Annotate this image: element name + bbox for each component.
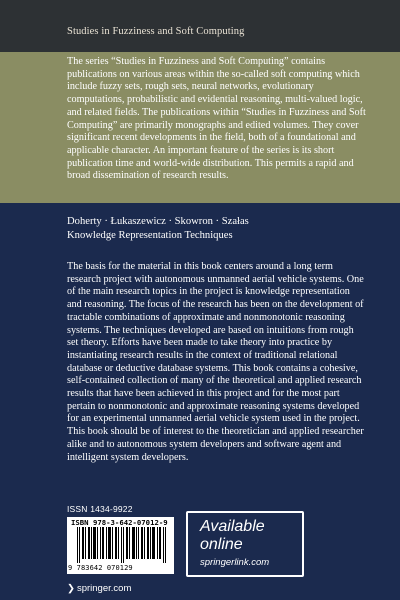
book-authors: Doherty · Łukaszewicz · Skowron · Szałas — [67, 216, 249, 227]
available-line2: online — [200, 536, 243, 553]
available-line1: Available — [200, 518, 265, 535]
issn-label: ISSN 1434-9922 — [67, 504, 133, 514]
isbn-barcode — [67, 517, 174, 574]
series-header-bar — [0, 0, 400, 52]
footer-url[interactable]: springer.com — [76, 583, 132, 594]
book-description: The basis for the material in this book centers around a long term research project with autonomous unmanned aerial vehicle systems. One of the main research topics in the project is knowledge representation and reasoning. The focus of the research has been on the development of tractable combinations of approximate and nonmonotonic reasoning systems. The techniques developed are based on intuitions from rough set theory. Efforts have been made to take theory into practice by instantiating research results in the context of traditional relational database or deductive database systems. This book contains a cohesive, self-contained collection of many of the theoretical and applied research results that have been achieved in this project and for the most part pertain to nonmonotonic and approximate reasoning systems developed for an experimental unmanned aerial vehicle system used in the project. This book should be of interest to the theoretician and applied researcher alike and to autonomous system developers and software agent and intelligent system developers. — [67, 261, 364, 463]
chevron-right-icon: ❯ — [67, 583, 75, 594]
series-description: The series “Studies in Fuzziness and Soft Computing” contains publications on various areas within the so-called soft computing which include fuzzy sets, rough sets, neural networks, evolutionary computations, probabilistic and evidential reasoning, multi-valued logic, and related fields. The publications within “Studies in Fuzziness and Soft Computing” are primarily monographs and edited volumes. They cover significant recent developments in the field, both of a foundational and applicable character. An important feature of the series is its short publication time and world-wide distribution. This permits a rapid and broad dissemination of research results. — [67, 56, 366, 182]
barcode-digits: 9 783642 070129 — [68, 564, 133, 572]
series-title: Studies in Fuzziness and Soft Computing — [67, 26, 245, 37]
book-title: Knowledge Representation Techniques — [67, 230, 233, 241]
isbn-text: ISBN 978-3-642-07012-9 — [71, 518, 168, 527]
footer-link[interactable] — [67, 583, 131, 594]
available-online-badge[interactable] — [186, 511, 304, 577]
available-url[interactable]: springerlink.com — [200, 557, 270, 568]
barcode-bars — [77, 527, 169, 563]
